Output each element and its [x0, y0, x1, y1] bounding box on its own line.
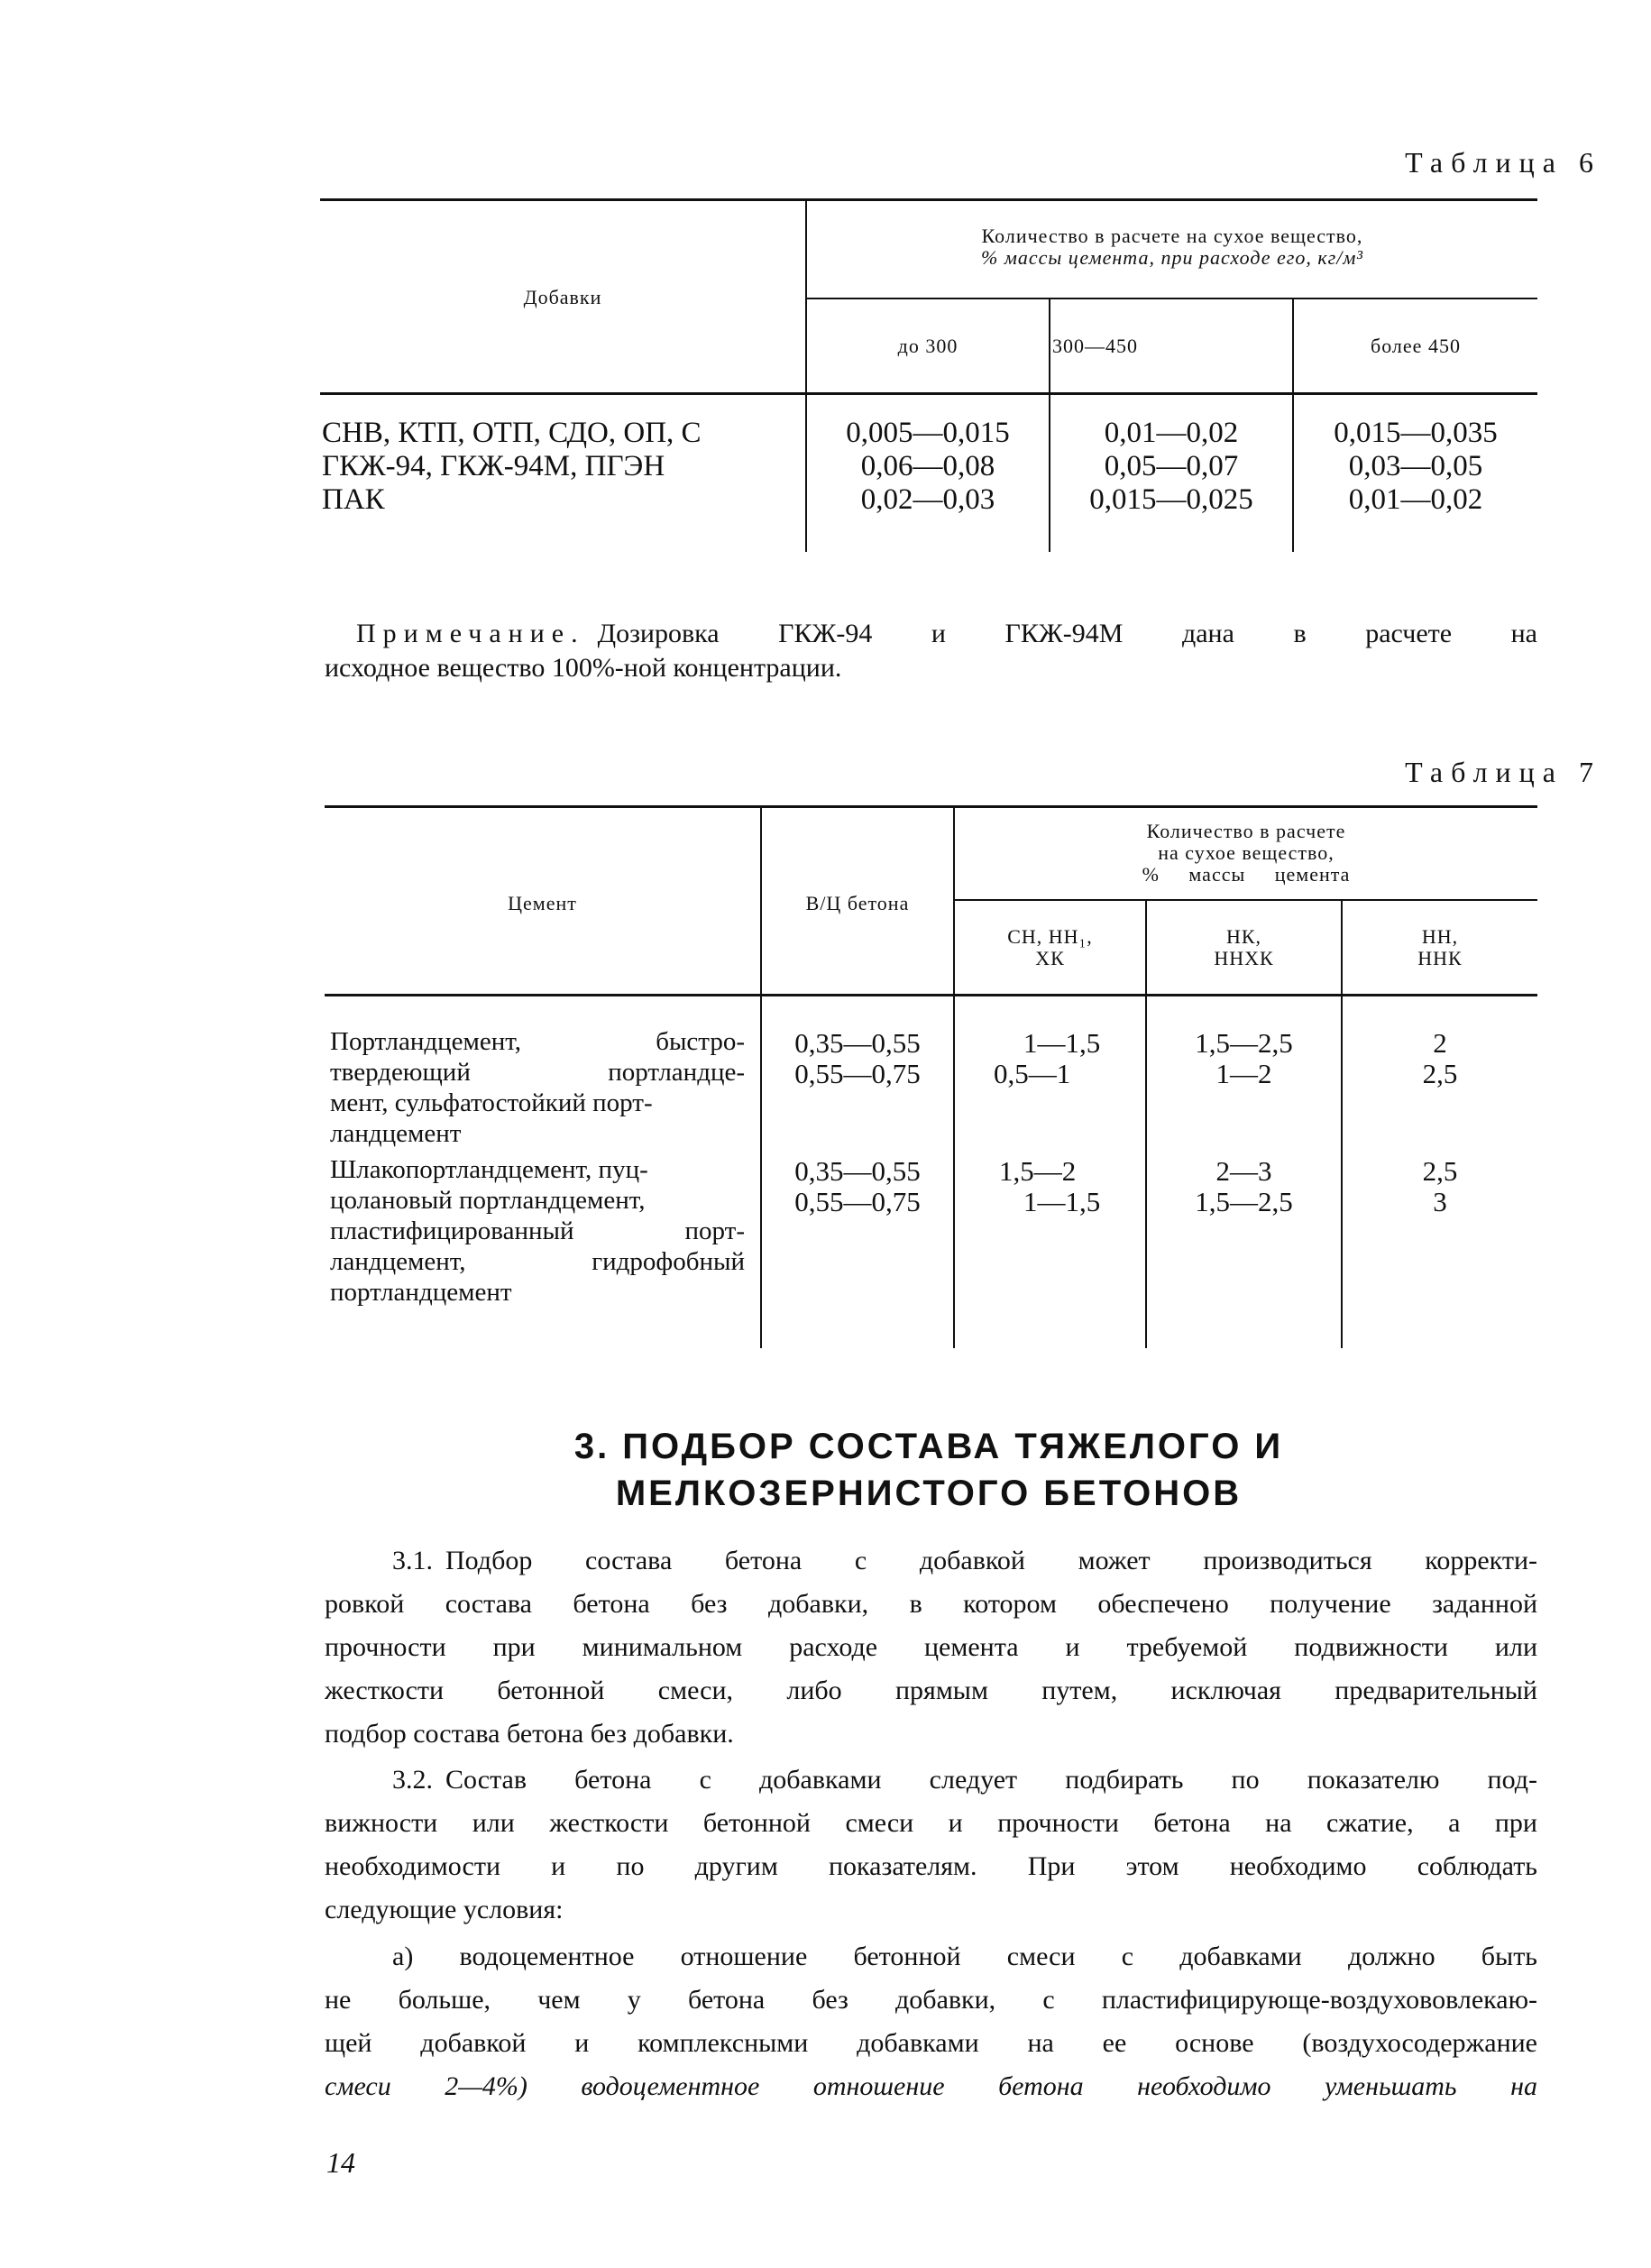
- paragraph-3-1: [325, 1539, 1537, 1756]
- table6-cell: 0,03—0,05: [1348, 450, 1483, 482]
- table7-top-rule: [325, 805, 1537, 808]
- paragraph-text-line: вижности или жесткости бетонной смеси и прочности бетона на сжатие, а при: [325, 1808, 1537, 1838]
- table7-col-label-line: НК,: [1225, 925, 1262, 948]
- table6-header-quantity: [807, 225, 1537, 269]
- table7-cement-line: пластифицированный порт-: [330, 1217, 745, 1245]
- note-text-line: Дозировка ГКЖ-94 и ГКЖ-94М дана в расчете на: [597, 619, 1537, 648]
- note-label: Примечание.: [356, 619, 585, 648]
- table6-header-rule: [320, 392, 1537, 395]
- paragraph-text-line: не больше, чем у бетона без добавки, с пластифицирующе-воздухововлекаю-: [325, 1985, 1537, 2015]
- paragraph-number: 3.2.: [392, 1765, 433, 1795]
- table7-wc-value: 0,35—0,55: [794, 1155, 921, 1187]
- paragraph-line: [325, 1539, 1537, 1583]
- paragraph-line: [325, 1758, 1537, 1802]
- table7-cell: 1,5—2: [999, 1155, 1077, 1187]
- table7-cell: 3: [1433, 1186, 1447, 1217]
- table7-cement-line: ландцемент: [330, 1119, 462, 1148]
- note-text-line: исходное вещество 100%-ной концентрации.: [325, 653, 842, 683]
- table7-cement-line: Портландцемент, быстро-: [330, 1027, 745, 1056]
- table7-col-label-line: ННК: [1417, 947, 1463, 969]
- table7-cell: 1—1,5: [1023, 1186, 1101, 1217]
- table7-divider: [953, 807, 955, 1348]
- table7-cell: 1—2: [1215, 1058, 1272, 1089]
- table7-cell: 2: [1433, 1027, 1447, 1059]
- table7-header-cement: Цемент: [508, 892, 577, 914]
- table7-wc-value: 0,55—0,75: [794, 1058, 921, 1089]
- paragraph-condition-a: [325, 1935, 1537, 2108]
- paragraph-text-line: подбор состава бетона без добавки.: [325, 1719, 734, 1749]
- table7-header-rule: [325, 994, 1537, 996]
- table7-caption: Таблица 7: [1405, 756, 1601, 788]
- table7-header-quantity-line: % массы цемента: [1142, 863, 1351, 886]
- table7-header-quantity-line: на сухое вещество,: [1158, 841, 1335, 864]
- table7-col-label: [1147, 926, 1341, 969]
- table6-row-additive: ПАК: [322, 483, 385, 516]
- table6-col-label: 300—450: [1052, 335, 1138, 357]
- paragraph-text-line: а) водоцементное отношение бетонной смеси с добавками должно быть: [392, 1942, 1537, 1971]
- table6-cell: 0,015—0,025: [1089, 483, 1253, 516]
- table7-header-quantity: [955, 821, 1537, 886]
- table7-wc-value: 0,35—0,55: [794, 1027, 921, 1059]
- table6-cell: 0,02—0,03: [860, 483, 995, 516]
- table7-subheader-rule: [953, 899, 1537, 901]
- table6-cell: 0,005—0,015: [846, 417, 1010, 449]
- table7-wc-value: 0,55—0,75: [794, 1186, 921, 1217]
- page-number: 14: [326, 2146, 355, 2179]
- paragraph-text-line: прочности при минимальном расходе цемента и требуемой подвижности или: [325, 1632, 1537, 1662]
- section-heading: [320, 1423, 1537, 1517]
- table7-cell: 1—1,5: [1023, 1027, 1101, 1059]
- table6-note: [356, 617, 1537, 651]
- table7-cell: 2—3: [1215, 1155, 1272, 1187]
- table6-caption: Таблица 6: [1405, 146, 1601, 179]
- paragraph-number: 3.1.: [392, 1546, 433, 1575]
- paragraph-text-line: жесткости бетонной смеси, либо прямым путем, исключая предварительный: [325, 1676, 1537, 1705]
- table7-col-label-line: СН, НН₁,: [1007, 925, 1093, 948]
- table7-cement-line: Шлакопортландцемент, пуц-: [330, 1155, 648, 1184]
- table6-cell: 0,01—0,02: [1104, 417, 1239, 449]
- section-heading-line: 3. ПОДБОР СОСТАВА ТЯЖЕЛОГО И: [573, 1427, 1284, 1466]
- section-heading-line: МЕЛКОЗЕРНИСТОГО БЕТОНОВ: [615, 1474, 1243, 1513]
- table6-top-rule: [320, 198, 1537, 201]
- paragraph-text-line: щей добавкой и комплексными добавками на ее основе (воздухосодержание: [325, 2028, 1537, 2058]
- table6-col-label: более 450: [1371, 335, 1461, 357]
- table7-col-label: [1343, 926, 1537, 969]
- table7-cement-line: твердеющий портландце-: [330, 1058, 745, 1087]
- table6-col-label: до 300: [897, 335, 958, 357]
- table7-cement-name: [330, 1154, 745, 1308]
- table7-cement-line: ландцемент, гидрофобный: [330, 1247, 745, 1276]
- table7-cell: 1,5—2,5: [1195, 1027, 1293, 1059]
- table7-cell: 2,5: [1422, 1155, 1458, 1187]
- table7-cement-name: [330, 1026, 745, 1149]
- table7-cell: 2,5: [1422, 1058, 1458, 1089]
- table7-cement-line: портландцемент: [330, 1278, 512, 1307]
- table7-col-label: [955, 926, 1145, 969]
- table7-col-label-line: ХК: [1035, 947, 1065, 969]
- table7-header-wc: В/Ц бетона: [805, 892, 910, 914]
- table7-col-label-line: ННХК: [1214, 947, 1274, 969]
- table6-header-quantity-line: Количество в расчете на сухое вещество,: [981, 225, 1363, 247]
- table6-cell: 0,05—0,07: [1104, 450, 1239, 482]
- paragraph-text-line: необходимости и по другим показателям. При этом необходимо соблюдать: [325, 1851, 1537, 1881]
- paragraph-text-line: Подбор состава бетона с добавкой может производиться корректи-: [445, 1546, 1537, 1575]
- table6-header-quantity-line: % массы цемента, при расходе его, кг/м³: [981, 246, 1363, 269]
- table6-row-additive: СНВ, КТП, ОТП, СДО, ОП, С: [322, 417, 702, 449]
- table6-cell: 0,015—0,035: [1334, 417, 1498, 449]
- table7-cell: 1,5—2,5: [1195, 1186, 1293, 1217]
- paragraph-text-line: Состав бетона с добавками следует подбирать по показателю под-: [445, 1765, 1537, 1795]
- table6-cell: 0,01—0,02: [1348, 483, 1483, 516]
- table7-cement-line: цолановый портландцемент,: [330, 1186, 646, 1215]
- table7-col-label-line: НН,: [1421, 925, 1459, 948]
- table7-cement-line: мент, сульфатостойкий порт-: [330, 1088, 653, 1117]
- table6-subheader-rule: [805, 298, 1537, 299]
- table6-cell: 0,06—0,08: [860, 450, 995, 482]
- table7-header-quantity-line: Количество в расчете: [1146, 820, 1346, 842]
- paragraph-text-line: смеси 2—4%) водоцементное отношение бетона необходимо уменьшать на: [325, 2071, 1537, 2101]
- table6-row-additive: ГКЖ-94, ГКЖ-94М, ПГЭН: [322, 450, 665, 482]
- paragraph-3-2: [325, 1758, 1537, 1932]
- paragraph-text-line: ровкой состава бетона без добавки, в котором обеспечено получение заданной: [325, 1589, 1537, 1619]
- paragraph-text-line: следующие условия:: [325, 1895, 564, 1924]
- table6-header-additives: Добавки: [523, 286, 602, 308]
- table7-cell: 0,5—1: [994, 1058, 1071, 1089]
